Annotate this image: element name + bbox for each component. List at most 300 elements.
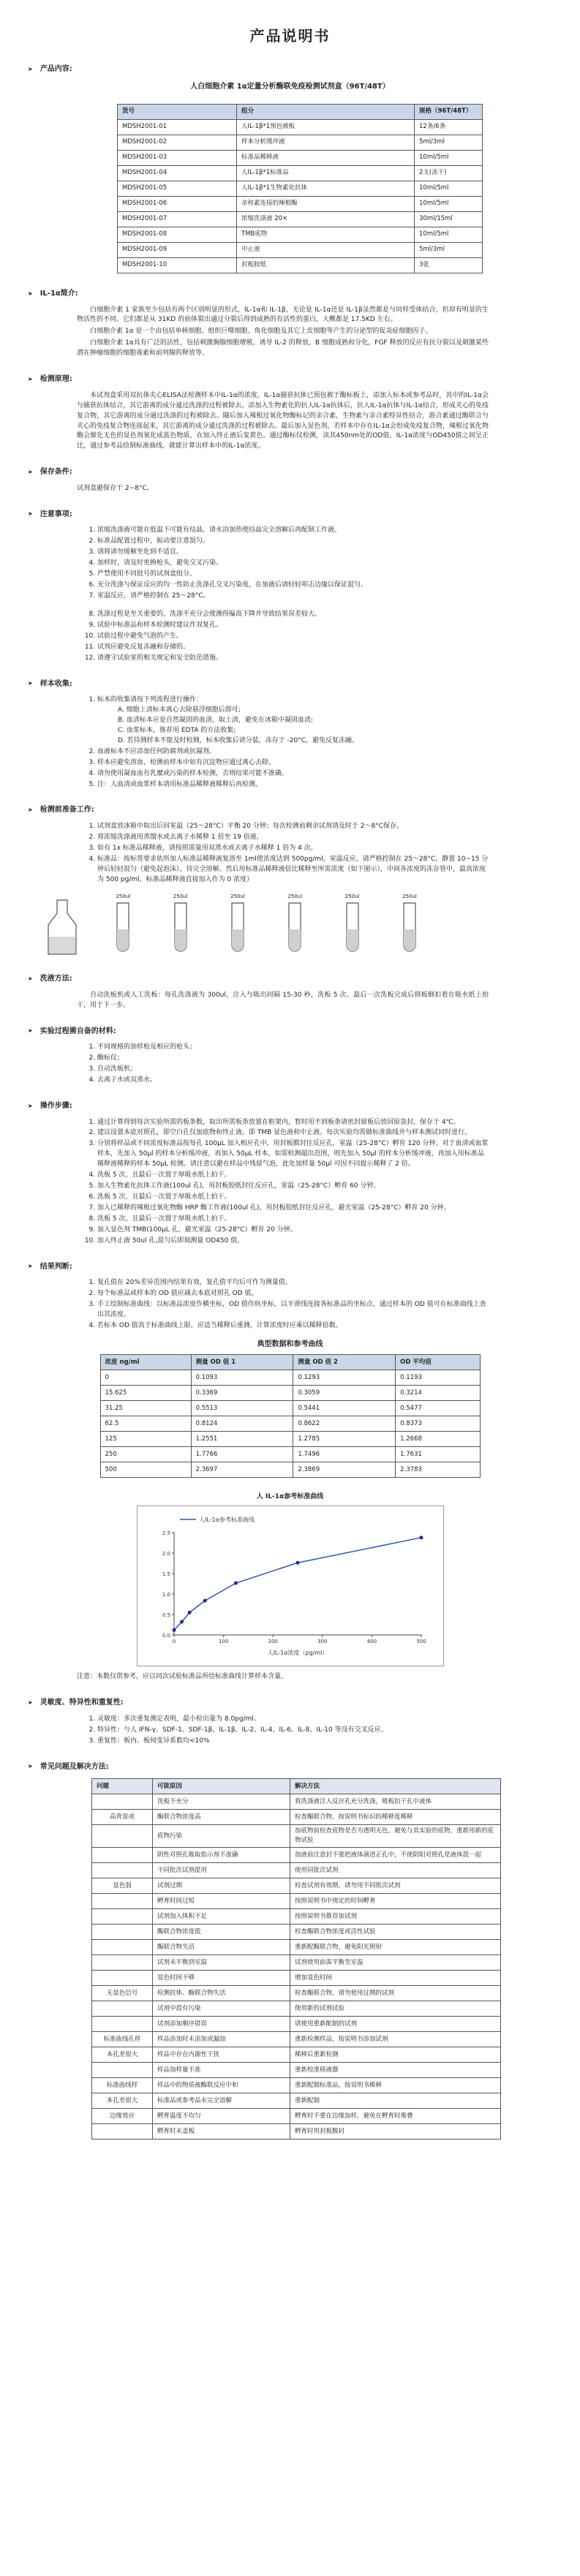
y-tick-label: 1.0 (162, 1592, 170, 1598)
table-row (118, 120, 483, 135)
section-prep-heading: ➤ 检测前准备工作: (28, 806, 94, 815)
column-header: OD 平均值 (396, 1355, 480, 1370)
table-cell: 本孔差很大 (92, 2093, 153, 2109)
curve-plot (145, 1511, 436, 1657)
table-row (92, 2032, 501, 2047)
x-tick-label: 100 (218, 1639, 228, 1645)
table-row (92, 1971, 501, 1986)
column-header: 浓度 ng/ml (100, 1355, 191, 1370)
table-cell (92, 2017, 153, 2032)
table-row (92, 1894, 501, 1909)
x-tick-label: 300 (317, 1639, 327, 1645)
table-row (92, 2001, 501, 2017)
table-cell: 增加显色时间 (290, 1971, 501, 1986)
table-cell: 12条/6条 (415, 120, 483, 135)
table-cell: 0.8124 (191, 1416, 293, 1432)
legend-label: 人IL-1α参考标准曲线 (198, 1516, 255, 1524)
section-storage-heading: ➤ 保存条件: (28, 468, 72, 477)
table-row (100, 1370, 480, 1386)
table-cell: 样品中存在内源性干扰 (153, 2047, 290, 2063)
section-contents-heading: ➤ 产品内容: (28, 65, 72, 73)
table-cell: 0.1093 (191, 1370, 293, 1386)
storage-text: 试剂盒避保存于 2~8°C。 (77, 484, 154, 492)
table-cell (92, 2124, 153, 2139)
table-cell: 加底物前检查底物是否为透明无色，避免与其实验的底物，重新用新的底物试验 (290, 1825, 501, 1848)
table-cell: 边缘效应 (92, 2109, 153, 2124)
list-item: 2. 标准品配置过程中，振动要注意混匀。 (97, 537, 489, 547)
data-point (172, 1628, 176, 1632)
list-item: 4. 加样时，请及时更换枪头，避免交叉污染。 (97, 559, 489, 569)
table-cell: 试剂使用前需平衡至室温 (290, 1955, 501, 1971)
data-point (419, 1536, 423, 1540)
column-header: 组分 (237, 105, 415, 120)
table-row (92, 2093, 501, 2109)
table-cell: 62.5 (100, 1416, 191, 1432)
table-row (100, 1447, 480, 1462)
table-cell: 0.8622 (293, 1416, 396, 1432)
table-cell (92, 1971, 153, 1986)
list-item: 6. 洗板 5 次，且最后一次置于厚吸水纸上拍干。 (97, 1193, 489, 1203)
dilution-tube (223, 893, 252, 959)
table-cell: MDSH2001-09 (118, 243, 237, 258)
table-row (92, 2078, 501, 2093)
arrow-icon: ➤ (28, 510, 33, 518)
x-tick-label: 0 (172, 1639, 176, 1645)
table-row (92, 2063, 501, 2078)
section-own-heading: ➤ 实验过程需自备的材料: (28, 1027, 116, 1035)
table-cell: 10ml/5ml (415, 181, 483, 197)
list-item: 8. 洗板 5 次，且最后一次置于厚吸水纸上拍干。 (97, 1215, 489, 1225)
section-sample-heading: ➤ 样本收集: (28, 679, 72, 688)
sample-intro: 1. 标本的收集请按下列流程进行操作： A. 细胞上清标本离心去除悬浮细胞后即可; B. 血清标本应是自然凝固的血清，取上清，避免在冰箱中凝固血清; C. 血浆标本，推荐用 EDTA 的方法收集; D. 若待测样本不能及时检测，标本收集后请分装，冻存于 -20°C，避免反复冻融。 (97, 695, 489, 747)
table-cell: 2.3869 (293, 1462, 396, 1478)
arrow-icon: ➤ (28, 375, 33, 382)
table-cell (92, 2063, 153, 2078)
table-cell: 2.3697 (191, 1462, 293, 1478)
table-row (92, 2047, 501, 2063)
list-item: 7. 加入已稀释的辣根过氧化物酶 HRP 酶工作液(100ul 孔)，用封板胶纸封住反应孔，避光室温（25-28°C）孵育 20 分钟。 (97, 1204, 489, 1214)
table-cell: 0.5477 (396, 1401, 480, 1416)
table-cell: MDSH2001-02 (118, 135, 237, 151)
list-item: 2. 特异性：与人 IFN-γ、SDF-1、SDF-1β、IL-1β、IL-2、IL-4、IL-6、IL-8、IL-10 等没有交叉反应。 (97, 1726, 489, 1736)
section-steps-heading: ➤ 操作步骤: (28, 1102, 72, 1111)
list-item: 3. 重复性：板内、板间变异系数均<10% (97, 1737, 489, 1747)
list-item: 10. 加入终止液 50ul 孔,混匀后即刻测量 OD450 值。 (97, 1236, 489, 1247)
table-row (118, 166, 483, 181)
table-cell: 孵育时未盖板 (153, 2124, 290, 2139)
table-cell: 1.7631 (396, 1447, 480, 1462)
tube-volume-label: 250ul (402, 893, 417, 899)
section-faq-heading: ➤ 常见问题及解决方法: (28, 1762, 109, 1771)
list-item: 2. 将浓缩洗涤液用蒸馏水或去离子水稀释 1 倍至 19 倍液。 (97, 833, 489, 843)
table-cell: 检测抗体、酶联合物失活 (153, 1986, 290, 2001)
table-row (118, 212, 483, 227)
table-row (118, 135, 483, 151)
table-cell: 本孔差很大 (92, 2047, 153, 2063)
arrow-icon: ➤ (28, 975, 33, 982)
list-item: 12. 请遵守试验室的相关规定和安全防范措施。 (97, 654, 489, 664)
table-cell: 酶联合物浓度高 (153, 1810, 290, 1825)
list-item: 4. 洗板 5 次，且最后一次置于厚吸水纸上拍干。 (97, 1171, 489, 1181)
table-row (92, 2124, 501, 2139)
table-cell: MDSH2001-01 (118, 120, 237, 135)
table-cell: 显色弱 (92, 1878, 153, 1894)
arrow-icon: ➤ (28, 806, 33, 813)
x-tick-label: 500 (415, 1639, 426, 1645)
table-cell: 高背景或 (92, 1810, 153, 1825)
table-cell (92, 1909, 153, 1925)
table-cell: 按照说明书中规定的时间孵育 (290, 1894, 501, 1909)
sample-sub-item: A. 细胞上清标本离心去除悬浮细胞后即可; (118, 706, 241, 714)
section-principle-heading: ➤ 检测原理: (28, 375, 72, 384)
table-cell: 3张 (415, 258, 483, 273)
list-item: 1. 试剂盒放冰箱中取出后回室温（25～28°C）平衡 20 分钟；每次检测前剩余试剂请及时于 2～8°C保存。 (97, 822, 489, 832)
table-cell: MDSH2001-10 (118, 258, 237, 273)
table-cell: 10ml/5ml (415, 151, 483, 166)
table-cell: 0.3369 (191, 1386, 293, 1401)
table-cell: 试剂中混有污染 (153, 2001, 290, 2017)
table-cell: MDSH2001-08 (118, 227, 237, 243)
tube-volume-label: 250ul (287, 893, 303, 899)
table-cell: 稀释后重新检测 (290, 2047, 501, 2063)
arrow-icon: ➤ (28, 1102, 33, 1109)
section-caution-heading: ➤ 注意事项: (28, 510, 72, 518)
table-cell: 检查酶联合物，请勿使用过期的试剂 (290, 1986, 501, 2001)
table-row (118, 151, 483, 166)
list-item: 3. 样本应避免溶血，检测前样本中如有沉淀物应通过离心去除。 (97, 758, 489, 768)
table-row (92, 1848, 501, 1863)
x-tick-label: 200 (268, 1639, 278, 1645)
table-cell: 30ml/15ml (415, 212, 483, 227)
caution-list-continued (77, 610, 489, 664)
table-cell: 样品加样量不准 (153, 2063, 290, 2078)
sample-items (77, 747, 489, 790)
dilution-illustration (44, 893, 424, 959)
table-cell: 0 (100, 1370, 191, 1386)
tube-icon (223, 900, 252, 959)
table-row (92, 2017, 501, 2032)
table-cell: MDSH2001-07 (118, 212, 237, 227)
table-cell: 试剂加入体积不足 (153, 1909, 290, 1925)
table-cell: 10ml/5ml (415, 227, 483, 243)
table-cell: 人IL-1β*1标准品 (237, 166, 415, 181)
table-cell: 阴性对照孔吸取指示剂不准确 (153, 1848, 290, 1863)
table-cell (92, 1863, 153, 1878)
caution-list (77, 526, 489, 602)
table-row (92, 1825, 501, 1848)
table-row (100, 1462, 480, 1478)
table-cell: 孵育时间过短 (153, 1894, 290, 1909)
std-table-title: 典型数据和参考曲线 (257, 1340, 323, 1348)
table-cell: 0.3214 (396, 1386, 480, 1401)
table-cell: 2支(冻干) (415, 166, 483, 181)
table-cell: 检查酶联合物，按说明书标识的稀释度稀释 (290, 1810, 501, 1825)
table-cell: 1.2785 (293, 1432, 396, 1447)
table-cell: 将洗涤液注入反应孔充分洗涤，吸板拍干孔中液体 (290, 1794, 501, 1810)
list-item: 9. 试验中标准品和样本检测时建议作双复孔。 (97, 621, 489, 631)
table-cell: 检查酶联合物浓度或活性试验 (290, 1925, 501, 1940)
table-cell: 中止液 (237, 243, 415, 258)
table-cell: 底物污染 (153, 1825, 290, 1848)
table-cell: 15.625 (100, 1386, 191, 1401)
document-title: 产品说明书 (249, 27, 331, 45)
data-point (180, 1620, 184, 1624)
table-cell: 0.5441 (293, 1401, 396, 1416)
table-row (118, 243, 483, 258)
table-row (118, 227, 483, 243)
table-row (92, 1878, 501, 1894)
performance-list (77, 1715, 489, 1747)
list-item: 2. 血液标本不应添加任何防腐剂或抗凝剂。 (97, 747, 489, 758)
table-row (92, 2109, 501, 2124)
table-cell (92, 1825, 153, 1848)
arrow-icon: ➤ (28, 680, 33, 687)
intro-paragraph: 白细胞介素 1α 是一个由包括单核细胞、组织巨噬细胞、角化细胞及其它上皮细胞等产生的分泌型的促炎症细胞因子。 (90, 328, 432, 336)
table-cell: 酶联合物浓度低 (153, 1925, 290, 1940)
table-cell: 10ml/5ml (415, 197, 483, 212)
dilution-tube (166, 893, 195, 959)
list-item: 2. 酶标仪； (97, 1054, 489, 1064)
y-tick-label: 0.0 (162, 1633, 170, 1639)
table-cell (92, 1794, 153, 1810)
dilution-tube (395, 893, 424, 959)
table-cell: 125 (100, 1432, 191, 1447)
table-cell: 标准品稀释液 (237, 151, 415, 166)
tube-volume-label: 250ul (230, 893, 245, 899)
steps-list (77, 1118, 489, 1247)
table-cell: 0.8373 (396, 1416, 480, 1432)
column-header: 测量 OD 值 1 (191, 1355, 293, 1370)
table-cell: 试剂过期 (153, 1878, 290, 1894)
table-cell: 1.2551 (191, 1432, 293, 1447)
table-cell: 样品添加时未添加或漏加 (153, 2032, 290, 2047)
list-item: 3. 如有 1x 标准品稀释液，请按照需量用双蒸水或去离子水稀释 1 倍为 4 次。 (97, 844, 489, 854)
list-item: 1. 通过计算得到每次实验所需的板条数，取出所需板条放置在框架内，暂时用不到板条请密封留板后放回原袋封，保存于 4℃。 (97, 1118, 489, 1128)
chart-note: 注意：本数仅供参考，应以同次试验标准品所绘标准曲线计算样本含量。 (77, 1673, 288, 1681)
table-cell (92, 1940, 153, 1955)
y-tick-label: 0.5 (162, 1612, 170, 1619)
y-tick-label: 2.5 (162, 1530, 170, 1537)
chart-title: 人 IL-1α参考标准曲线 (256, 1493, 324, 1501)
section-wash-heading: ➤ 洗液方法: (28, 975, 72, 983)
table-cell: 人IL-1β*1生物素化抗体 (237, 181, 415, 197)
table-cell: 重新校准移液器 (290, 2063, 501, 2078)
table-cell: 2.3783 (396, 1462, 480, 1478)
table-cell: 试剂添加顺序错误 (153, 2017, 290, 2032)
table-cell: 1.7496 (293, 1447, 396, 1462)
data-point (234, 1582, 238, 1585)
table-cell: 重新配制 (290, 2093, 501, 2109)
y-tick-label: 2.0 (162, 1551, 170, 1557)
list-item: 3. 请将请勿缓解至化到不适宜。 (97, 548, 489, 558)
sample-list (77, 695, 489, 747)
table-cell: 样品中的物质被酶联反应中和 (153, 2078, 290, 2093)
tube-icon (338, 900, 367, 959)
y-tick-label: 1.5 (162, 1571, 170, 1578)
table-cell: 标准曲线样 (92, 2078, 153, 2093)
column-header: 货号 (118, 105, 237, 120)
list-item: 1. 不同规格的加样枪及相应的枪头； (97, 1043, 489, 1053)
list-item: 1. 灵敏度：多次重复测定表明，最小检出量为 8.0pg/ml。 (97, 1715, 489, 1725)
table-cell: 封板胶纸 (237, 258, 415, 273)
table-cell: 无显色信号 (92, 1986, 153, 2001)
table-row (92, 1909, 501, 1925)
table-row (100, 1432, 480, 1447)
arrow-icon: ➤ (28, 1763, 33, 1770)
list-item: 5. 严禁使用不同批号的试剂盒组分。 (97, 570, 489, 580)
arrow-icon: ➤ (28, 65, 33, 72)
table-cell (92, 1894, 153, 1909)
tube-icon (108, 900, 138, 959)
faq-table (91, 1778, 501, 2139)
list-item: 9. 加入显色剂 TMB(100μL 孔，避光室温（25-28°C）孵育 20 分钟。 (97, 1225, 489, 1236)
dilution-tube (338, 893, 367, 959)
intro-paragraph: 白细胞介素 1α具有广泛的活性，包括刺激胸腺细胞增殖，诱导 IL-2 的释放，B 细胞成熟和分化，FGF 释放的反应有抗分裂以及刺激某些潜在肿瘤细胞的细胞毒素和前列腺的释放等。 (77, 339, 489, 358)
wash-text: 自动洗板机或人工洗板：每孔洗涤液为 300ul，注入与吸出间隔 15-30 秒，洗板 5 次。最后一次洗板完成后将板倒扣着在吸水纸上拍干，用于下一步。 (77, 991, 489, 1009)
section-result-heading: ➤ 结果判断: (28, 1262, 72, 1271)
table-cell: 标准曲线孔样 (92, 2032, 153, 2047)
table-row (100, 1386, 480, 1401)
intro-text (0, 306, 580, 360)
table-cell: 5ml/3ml (415, 243, 483, 258)
table-cell: 0.1193 (396, 1370, 480, 1386)
list-item: 6. 充分洗涤与保证反应的均一性防止洗涤孔交叉污染度，在加液后请轻轻叩击边缘以保证混匀。 (97, 581, 489, 591)
result-list (77, 1278, 489, 1332)
list-item: 4. 请勿使用凝血血有乳糜或污染的样本检测，否则结果可能不准确。 (97, 769, 489, 779)
list-item: 3. 自动洗板机； (97, 1065, 489, 1075)
column-header: 可能原因 (153, 1779, 290, 1794)
list-item: 5. 加入生物素化抗体工作液(100ul 孔)，用封板胶纸封住反应孔，室温（25-28°C）孵育 60 分钟。 (97, 1182, 489, 1192)
table-cell (92, 1848, 153, 1863)
table-cell: 试剂未平衡到室温 (153, 1955, 290, 1971)
list-item: 1. 浓缩洗涤液可能在低温下可能有结晶，请水浴加热使结晶完全溶解后再配制工作液。 (97, 526, 489, 536)
column-header: 测量 OD 值 2 (293, 1355, 396, 1370)
table-cell: 重新配制标准品，按说明书稀释 (290, 2078, 501, 2093)
standard-curve-chart (137, 1492, 444, 1666)
table-cell: 1.2668 (396, 1432, 480, 1447)
table-row (118, 258, 483, 273)
arrow-icon: ➤ (28, 290, 33, 297)
data-point (295, 1561, 299, 1565)
list-item: 4. 标准品：按标签要求依所加人标准品稀释液复溶至 1ml使浓度达到 500pg/ml，室温反应，请严格控制在 25～28°C，静置 10~15 分钟后轻轻混匀（避免起泡沫），待完全溶解。然后用标准品稀释液倍比稀释至所需浓度（如下图示），中间各浓度的冻存管中，最高浓度为 500 pg/ml，标准品稀释液直接加入作为 0 浓度） (97, 855, 489, 885)
list-item: 5. 注：人血清或血浆样本请用标准品稀释液稀释后再检测。 (97, 780, 489, 790)
table-cell: 使用新的试剂试验 (290, 2001, 501, 2017)
table-cell: 5ml/3ml (415, 135, 483, 151)
data-point (187, 1611, 191, 1614)
table-cell: MDSH2001-03 (118, 151, 237, 166)
table-cell: 人IL-1β*1预包被板 (237, 120, 415, 135)
table-row (92, 1794, 501, 1810)
sample-sub-item: D. 若待测样本不能及时检测，标本收集后请分装，冻存于 -20°C，避免反复冻融。 (118, 736, 358, 744)
column-header: 规格（96T/48T） (415, 105, 483, 120)
table-cell: 酶联合物失活 (153, 1940, 290, 1955)
table-cell (92, 1955, 153, 1971)
table-cell: 孵育时用封板膜封 (290, 2124, 501, 2139)
intro-paragraph: 白细胞介素 1 家族至少包括有两个区别明显的形式，IL-1α和 IL-1β，无论是 IL-1α还是 IL-1β虽然都是与同样受体结合，但却有明显的生物活性的不同。它们都是从 31KD 的前体裂出通过分裂后得到成熟的有活性的蛋白，大概都是 17.5KD 左右。 (77, 306, 489, 324)
arrow-icon: ➤ (28, 468, 33, 475)
dilution-tube (280, 893, 309, 959)
table-cell: 500 (100, 1462, 191, 1478)
tube-volume-label: 250ul (344, 893, 360, 899)
table-cell: 样本分析缓冲液 (237, 135, 415, 151)
table-row (92, 1986, 501, 2001)
table-cell: 31.25 (100, 1401, 191, 1416)
table-row (92, 1925, 501, 1940)
table-cell: 0.1293 (293, 1370, 396, 1386)
table-cell: 0.5513 (191, 1401, 293, 1416)
prep-list (77, 822, 489, 885)
table-row (92, 1810, 501, 1825)
table-row (100, 1401, 480, 1416)
tube-volume-label: 250ul (116, 893, 131, 899)
table-row (100, 1416, 480, 1432)
table-cell (92, 1925, 153, 1940)
table-row (92, 1940, 501, 1955)
tube-icon (280, 900, 309, 959)
list-item: 1. 复孔值在 20%差异范围内结果有效，复孔值平均后可作为测量值。 (97, 1278, 489, 1288)
table-cell: MDSH2001-05 (118, 181, 237, 197)
list-item: 7. 室温反应，请严格控制在 25～28°C。 (97, 592, 489, 602)
list-item: 4. 去离子水或双蒸水。 (97, 1076, 489, 1086)
list-item: 3. 手工绘制标准曲线：以标准品浓度作横坐标，OD 值作纵坐标，以平滑线连接各标准品的坐标点，通过样本的 OD 值可在标准曲线上查出其浓度。 (97, 1300, 489, 1321)
arrow-icon: ➤ (28, 1263, 33, 1270)
table-cell: 0.3059 (293, 1386, 396, 1401)
stock-bottle-icon (44, 893, 80, 959)
x-axis-label: 人IL-1α浓度（pg/ml） (267, 1650, 328, 1657)
table-row (118, 197, 483, 212)
table-cell: 请使用重新配制的试剂 (290, 2017, 501, 2032)
sample-sub-item: C. 血浆标本，推荐用 EDTA 的方法收集; (118, 726, 236, 734)
list-item: 2. 每个标准品或样本的 OD 值应减去本底对照孔 OD 值。 (97, 1289, 489, 1299)
table-cell: 洗板不充分 (153, 1794, 290, 1810)
tube-icon (166, 900, 195, 959)
column-header: 解决方法 (290, 1779, 501, 1794)
list-item: 2. 建议设置本底对照孔，即空白孔仅加底物和终止液。即 TMB 显色液和中止液。每次实验均需做标准曲线并与样本测试同时进行。 (97, 1128, 489, 1138)
table-cell: 使用同批次试剂 (290, 1863, 501, 1878)
x-tick-label: 400 (366, 1639, 377, 1645)
contents-table (117, 104, 483, 273)
table-cell: 250 (100, 1447, 191, 1462)
table-cell: 加液前注意封不要把液体滴进正孔中，不使阴阳对照孔是液体混一起 (290, 1848, 501, 1863)
section-intro-heading: ➤ IL-1α简介: (28, 290, 78, 298)
principle-text: 本试剂盒采用双抗体夹心ELISA法检测样本中IL-1α的浓度。IL-1α捕获抗体已预包被于酶标板上，添加入标本或参考品时，其中的IL-1α会与捕获抗体结合，其它游离的成分通过洗涤的过程被除去。添加入生物素化的抗人IL-1α抗体后，抗人IL-1α抗体与IL-1α结合，形成夹心的免疫复合物，其它游离的成分通过洗涤的过程被除去。随后加入辣根过氧化物酶标记的亲合素，生物素与亲合素特异性结合，游合素通过酶联合与夹心的免疫复合物连接起来，其它游离的成分通过洗涤的过程被除去。最后加入显色剂，若样本中存在IL-1α会形成免疫复合物，辣根过氧化物酶会催化无色的显色剂氧化成蓝色物质，在加入终止液后变黄色。通过酶标仪检测，读其450nm处的OD值，IL-1α浓度与OD450值之间呈正比，通过参考品绘制标准曲线，就能计算出样本中的IL-1α浓度。 (77, 391, 489, 450)
sample-sub-list (97, 706, 489, 747)
dilution-tube (108, 893, 138, 959)
data-point (203, 1599, 206, 1603)
series-line (174, 1538, 421, 1631)
table-cell: 重新检测样品，按说明书添加试剂 (290, 2032, 501, 2047)
table-cell: 不同批次试剂混用 (153, 1863, 290, 1878)
own-materials-list (77, 1043, 489, 1086)
column-header: 问题 (92, 1779, 153, 1794)
list-item: 10. 试验过程中避免气泡的产生。 (97, 632, 489, 642)
table-cell: 检查试剂有效期，请勿用不同批次试剂 (290, 1878, 501, 1894)
table-row (92, 1955, 501, 1971)
table-cell: 重新配酶联合物，避免阳光照射 (290, 1940, 501, 1955)
document-subtitle: 人白细胞介素 1α定量分析酶联免疫检测试剂盒（96T/48T） (190, 82, 390, 91)
sample-sub-item: B. 血清标本应是自然凝固的血清，取上清，避免在冰箱中凝固血清; (118, 716, 313, 724)
table-cell: 按照说明书推荐加试剂 (290, 1909, 501, 1925)
list-item: 4. 若标本 OD 值高于标准曲线上限，应适当稀释后重测，计算浓度时应乘以稀释倍数。 (97, 1321, 489, 1332)
standard-data-table (100, 1354, 481, 1478)
table-cell (92, 2001, 153, 2017)
table-row (92, 1863, 501, 1878)
table-row (118, 181, 483, 197)
arrow-icon: ➤ (28, 1027, 33, 1035)
table-cell: 标准品或参考品未完全溶解 (153, 2093, 290, 2109)
arrow-icon: ➤ (28, 1699, 33, 1706)
table-cell: 亲和素连接的辣根酶 (237, 197, 415, 212)
